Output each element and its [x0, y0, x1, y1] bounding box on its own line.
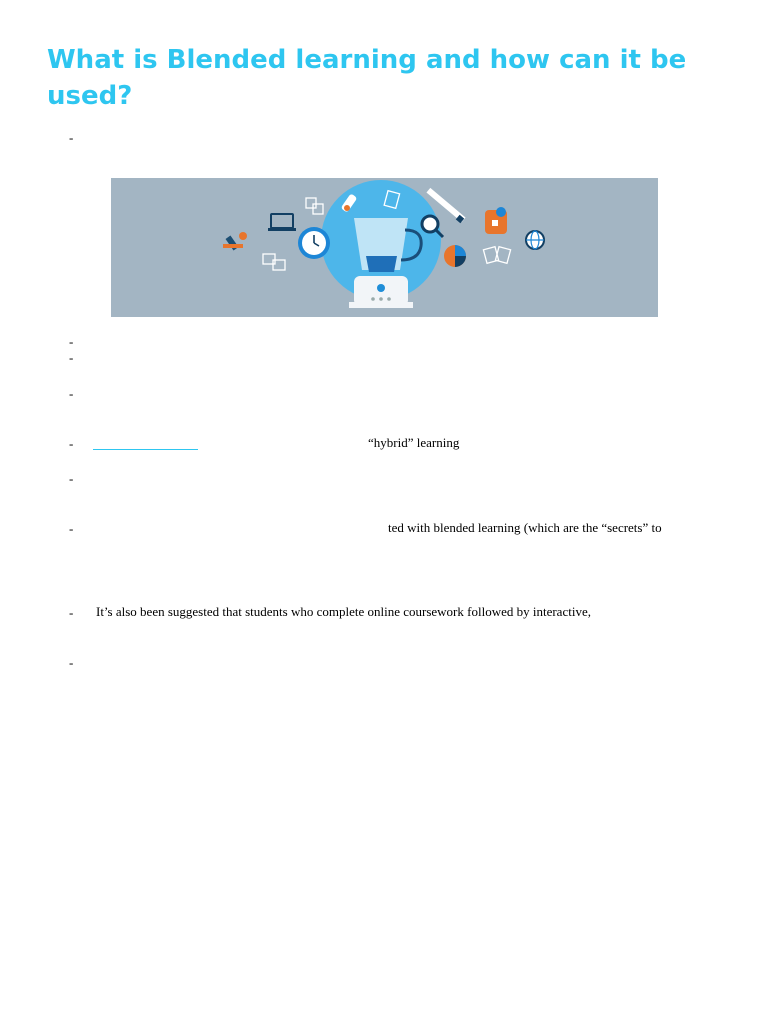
bullet-marker: - — [69, 521, 74, 536]
bullet-marker: - — [69, 605, 74, 620]
bullet-marker: - — [69, 471, 74, 486]
microscope-icon — [223, 232, 247, 250]
book-icon — [483, 247, 510, 264]
blended-learning-illustration — [111, 178, 658, 317]
secrets-fragment: ted with blended learning (which are the “secrets” to — [388, 520, 662, 535]
laptop-icon — [268, 214, 296, 231]
bullet-marker: - — [69, 350, 74, 365]
backpack-icon — [485, 207, 507, 234]
bullet-marker: - — [69, 130, 74, 145]
page-title: What is Blended learning and how can it be used? — [47, 45, 687, 111]
clock-icon — [298, 227, 330, 259]
bullet-marker: - — [69, 334, 74, 349]
globe-icon — [526, 231, 544, 249]
coursework-fragment: It’s also been suggested that students who complete online coursework followed by interactive, — [96, 604, 591, 619]
bullet-marker: - — [69, 436, 74, 451]
hybrid-learning-fragment: “hybrid” learning — [368, 435, 460, 450]
bullet-marker: - — [69, 386, 74, 401]
pie-chart-icon — [444, 245, 466, 267]
bullet-marker: - — [69, 655, 74, 670]
hyperlink-underline[interactable] — [93, 449, 198, 450]
